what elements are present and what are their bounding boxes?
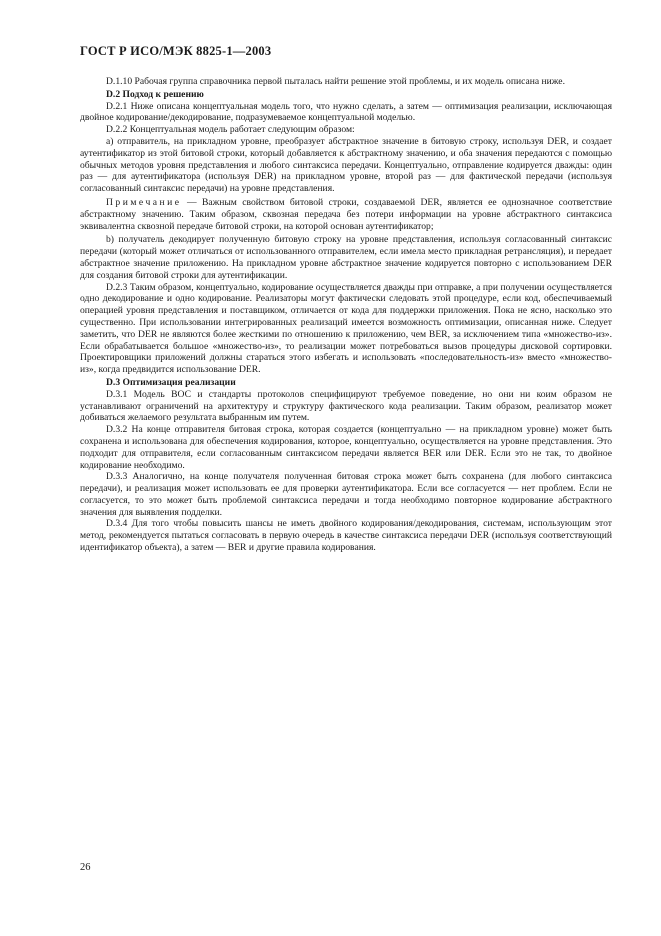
document-header: ГОСТ Р ИСО/МЭК 8825-1—2003 bbox=[80, 44, 272, 58]
paragraph-d-1-10: D.1.10 Рабочая группа справочника первой пыталась найти решение этой проблемы, и их модель описана ниже. bbox=[106, 76, 565, 87]
list-item-a: a) отправитель, на прикладном уровне, преобразует абстрактное значение в битовую строку, используя DER, и создает аутентификатор из этой битовой строки, который добавляется к абстрактному значению, и оба значения передаются с помощью обычных методов уровня представления и любого синтаксиса передачи. Концептуально, отправление кодируется дважды: один раз — для аутентификатора (используя DER) на прикладном уровне, второй раз — для фактической передачи (используя согласованный синтаксис передачи) на уровне представления. bbox=[80, 135, 612, 195]
note-paragraph bbox=[80, 197, 612, 232]
note-label: Примечание bbox=[106, 196, 182, 208]
paragraph-d-3-1: D.3.1 Модель ВОС и стандарты протоколов специфицируют требуемое поведение, но они ни коим образом не устанавливают ограничений на архитектуру и структуру фактического кода реализации. Таким образом, реализатор может добиваться желаемого результата выбранным им путем. bbox=[80, 388, 612, 424]
paragraph-d-3-2: D.3.2 На конце отправителя битовая строка, которая создается (концептуально — на прикладном уровне) может быть сохранена и использована для обеспечения кодирования, которое, концептуально, осуществляется на уровне представления. Это подходит для отправителя, если согласованным синтаксисом передачи является BER или DER. Если это не так, то двойное кодирование необходимо. bbox=[80, 424, 612, 471]
paragraph-d-3-3: D.3.3 Аналогично, на конце получателя полученная битовая строка может быть сохранена (для любого синтаксиса передачи), и реализация может использовать ее для проверки аутентификатора. Если все согласуется — нет проблем. Если не согласуется, то это может быть проблемой синтаксиса передачи и тогда необходимо повторное кодирование абстрактного значения для выявления подделки. bbox=[80, 471, 612, 518]
section-heading-d3: D.3 Оптимизация реализации bbox=[106, 376, 236, 388]
paragraph-d-2-1: D.2.1 Ниже описана концептуальная модель того, что нужно сделать, а затем — оптимизация реализации, исключающая двойное кодирование/декодирование, подразумеваемое концептуальной моделью. bbox=[80, 100, 612, 124]
document-body bbox=[80, 76, 612, 554]
list-item-b: b) получатель декодирует полученную битовую строку на уровне представления, используя согласованный синтаксис передачи (который может отличаться от использованного отправителем, если имела место прикладная ретрансляция), и передает абстрактное значение приложению. На прикладном уровне абстрактное значение кодируется повторно с использованием DER для создания битовой строки для аутентификации. bbox=[80, 234, 612, 281]
paragraph-d-3-4: D.3.4 Для того чтобы повысить шансы не иметь двойного кодирования/декодирования, системам, использующим этот метод, рекомендуется пытаться согласовать в первую очередь в качестве синтаксиса передачи DER (используя соответствующий идентификатор объекта), а затем — BER и другие правила кодирования. bbox=[80, 518, 612, 554]
section-heading-d2: D.2 Подход к решению bbox=[106, 88, 204, 100]
paragraph-d-2-3: D.2.3 Таким образом, концептуально, кодирование осуществляется дважды при отправке, а при получении осуществляется одно декодирование и одно кодирование. Реализаторы могут фактически следовать этой процедуре, если код, обеспечиваемый операцией уровня представления и поставщиком, отличается от кода для поддержки приложения. Пока не ясно, насколько это существенно. При использовании интегрированных реализаций имеется возможность оптимизации, описанная ниже. Следует заметить, что DER не являются более жесткими по отношению к приложению, чем BER, за исключением типа «множество-из». Если обрабатывается большое «множество-из», то реализации может потребоваться вызов процедуры дисковой сортировки. Проектировщики приложений должны стараться этого избегать и использовать «последовательность-из» вместо «множество-из», когда предвидится использование DER. bbox=[80, 281, 612, 376]
page-number: 26 bbox=[80, 862, 91, 873]
note-text: — Важным свойством битовой строки, создаваемой DER, является ее однозначное соответствие абстрактному значению. Таким образом, сквозная передача без потери информации на уровне абстрактного синтаксиса эквивалентна сквозной передаче битовой строки, на которой основан аутентификатор; bbox=[80, 196, 612, 232]
paragraph-d-2-2: D.2.2 Концептуальная модель работает следующим образом: bbox=[106, 124, 355, 136]
